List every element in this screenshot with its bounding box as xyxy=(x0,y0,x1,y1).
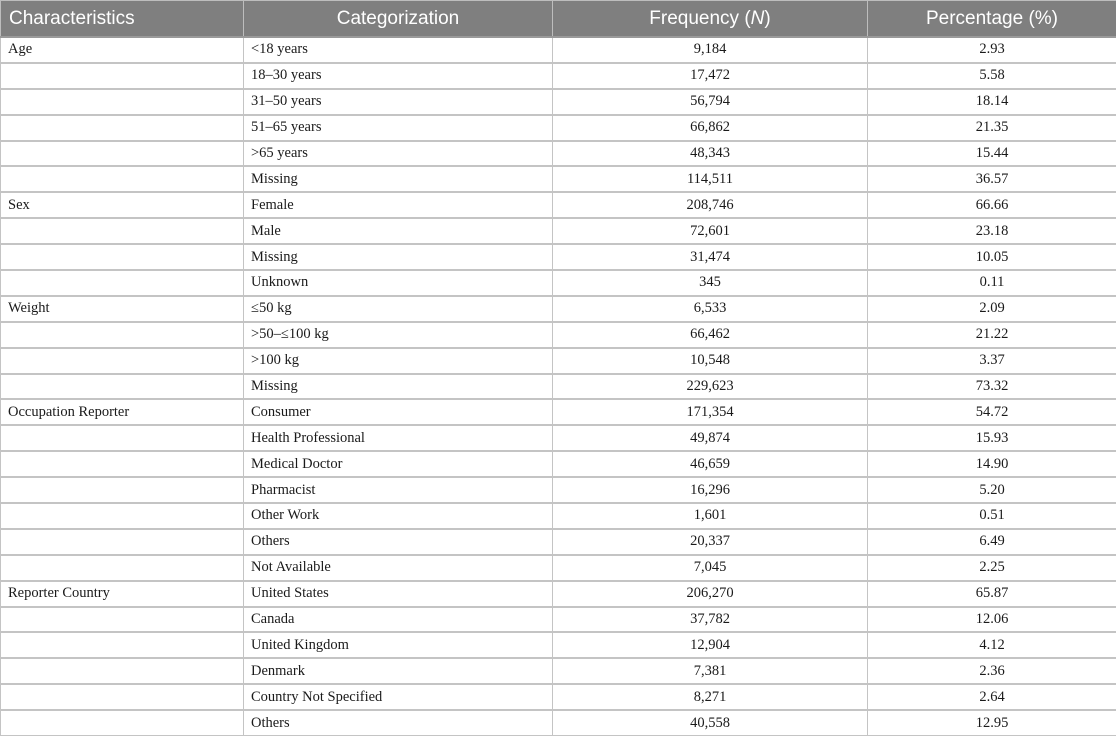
cell-characteristic xyxy=(1,115,244,141)
cell-frequency: 206,270 xyxy=(553,581,868,607)
table-row xyxy=(1,89,1116,115)
cell-frequency: 49,874 xyxy=(553,425,868,451)
table-row xyxy=(1,632,1116,658)
cell-percentage: 0.51 xyxy=(868,503,1116,529)
table-row xyxy=(1,710,1116,735)
cell-categorization: Others xyxy=(244,710,553,735)
cell-categorization: Medical Doctor xyxy=(244,451,553,477)
cell-percentage: 12.95 xyxy=(868,710,1116,735)
cell-percentage: 2.09 xyxy=(868,296,1116,322)
cell-percentage: 14.90 xyxy=(868,451,1116,477)
table-row xyxy=(1,374,1116,400)
cell-percentage: 10.05 xyxy=(868,244,1116,270)
cell-categorization: Pharmacist xyxy=(244,477,553,503)
cell-characteristic xyxy=(1,89,244,115)
cell-frequency: 72,601 xyxy=(553,218,868,244)
cell-frequency: 66,462 xyxy=(553,322,868,348)
header-categorization: Categorization xyxy=(244,1,553,38)
cell-frequency: 171,354 xyxy=(553,399,868,425)
cell-percentage: 15.44 xyxy=(868,141,1116,167)
table-row xyxy=(1,141,1116,167)
cell-characteristic xyxy=(1,141,244,167)
cell-percentage: 5.20 xyxy=(868,477,1116,503)
cell-characteristic xyxy=(1,218,244,244)
cell-percentage: 36.57 xyxy=(868,166,1116,192)
cell-frequency: 8,271 xyxy=(553,684,868,710)
cell-characteristic xyxy=(1,425,244,451)
cell-characteristic: Weight xyxy=(1,296,244,322)
cell-characteristic xyxy=(1,607,244,633)
cell-frequency: 9,184 xyxy=(553,37,868,63)
cell-characteristic xyxy=(1,529,244,555)
cell-categorization: >50–≤100 kg xyxy=(244,322,553,348)
table-row xyxy=(1,296,1116,322)
cell-categorization: Health Professional xyxy=(244,425,553,451)
cell-categorization: >65 years xyxy=(244,141,553,167)
cell-categorization: Country Not Specified xyxy=(244,684,553,710)
header-frequency-prefix: Frequency ( xyxy=(649,8,750,29)
cell-frequency: 46,659 xyxy=(553,451,868,477)
cell-categorization: >100 kg xyxy=(244,348,553,374)
header-percentage: Percentage (%) xyxy=(868,1,1116,38)
table-row xyxy=(1,244,1116,270)
header-frequency-var: N xyxy=(751,8,765,29)
header-frequency-suffix: ) xyxy=(764,8,770,29)
cell-percentage: 23.18 xyxy=(868,218,1116,244)
cell-characteristic xyxy=(1,555,244,581)
cell-categorization: Missing xyxy=(244,374,553,400)
table-row xyxy=(1,529,1116,555)
cell-characteristic xyxy=(1,632,244,658)
table-row xyxy=(1,399,1116,425)
table-row xyxy=(1,658,1116,684)
cell-categorization: United States xyxy=(244,581,553,607)
cell-frequency: 1,601 xyxy=(553,503,868,529)
cell-characteristic xyxy=(1,503,244,529)
cell-categorization: 18–30 years xyxy=(244,63,553,89)
cell-percentage: 6.49 xyxy=(868,529,1116,555)
cell-categorization: Canada xyxy=(244,607,553,633)
cell-characteristic xyxy=(1,374,244,400)
cell-characteristic xyxy=(1,710,244,735)
cell-categorization: <18 years xyxy=(244,37,553,63)
cell-frequency: 37,782 xyxy=(553,607,868,633)
table-row xyxy=(1,37,1116,63)
cell-percentage: 4.12 xyxy=(868,632,1116,658)
cell-frequency: 56,794 xyxy=(553,89,868,115)
cell-characteristic xyxy=(1,270,244,296)
cell-frequency: 40,558 xyxy=(553,710,868,735)
table-row xyxy=(1,218,1116,244)
cell-percentage: 15.93 xyxy=(868,425,1116,451)
cell-frequency: 31,474 xyxy=(553,244,868,270)
cell-percentage: 73.32 xyxy=(868,374,1116,400)
cell-frequency: 208,746 xyxy=(553,192,868,218)
cell-characteristic xyxy=(1,322,244,348)
cell-percentage: 21.22 xyxy=(868,322,1116,348)
cell-characteristic xyxy=(1,244,244,270)
cell-categorization: Others xyxy=(244,529,553,555)
table-row xyxy=(1,581,1116,607)
table-row xyxy=(1,684,1116,710)
table-row xyxy=(1,555,1116,581)
cell-categorization: Unknown xyxy=(244,270,553,296)
cell-categorization: Not Available xyxy=(244,555,553,581)
cell-categorization: Missing xyxy=(244,166,553,192)
cell-percentage: 12.06 xyxy=(868,607,1116,633)
table-row xyxy=(1,425,1116,451)
cell-frequency: 7,381 xyxy=(553,658,868,684)
cell-percentage: 5.58 xyxy=(868,63,1116,89)
cell-characteristic: Reporter Country xyxy=(1,581,244,607)
cell-frequency: 345 xyxy=(553,270,868,296)
header-row xyxy=(1,1,1116,38)
cell-percentage: 2.64 xyxy=(868,684,1116,710)
cell-characteristic: Occupation Reporter xyxy=(1,399,244,425)
cell-frequency: 48,343 xyxy=(553,141,868,167)
table-body xyxy=(1,37,1116,736)
table-row xyxy=(1,607,1116,633)
cell-percentage: 18.14 xyxy=(868,89,1116,115)
cell-percentage: 21.35 xyxy=(868,115,1116,141)
cell-categorization: Consumer xyxy=(244,399,553,425)
cell-categorization: Male xyxy=(244,218,553,244)
cell-frequency: 7,045 xyxy=(553,555,868,581)
table-row xyxy=(1,192,1116,218)
cell-categorization: Missing xyxy=(244,244,553,270)
table-row xyxy=(1,503,1116,529)
cell-frequency: 17,472 xyxy=(553,63,868,89)
cell-frequency: 6,533 xyxy=(553,296,868,322)
cell-characteristic: Age xyxy=(1,37,244,63)
cell-percentage: 2.36 xyxy=(868,658,1116,684)
cell-percentage: 66.66 xyxy=(868,192,1116,218)
cell-percentage: 3.37 xyxy=(868,348,1116,374)
cell-categorization: 31–50 years xyxy=(244,89,553,115)
cell-categorization: United Kingdom xyxy=(244,632,553,658)
table-row xyxy=(1,63,1116,89)
header-frequency xyxy=(553,1,868,38)
table-row xyxy=(1,348,1116,374)
table-row xyxy=(1,451,1116,477)
cell-percentage: 54.72 xyxy=(868,399,1116,425)
cell-frequency: 66,862 xyxy=(553,115,868,141)
cell-percentage: 65.87 xyxy=(868,581,1116,607)
cell-categorization: Female xyxy=(244,192,553,218)
cell-characteristic xyxy=(1,63,244,89)
table-header xyxy=(1,1,1116,38)
header-characteristics: Characteristics xyxy=(1,1,244,38)
cell-characteristic xyxy=(1,166,244,192)
cell-percentage: 2.93 xyxy=(868,37,1116,63)
cell-frequency: 114,511 xyxy=(553,166,868,192)
cell-characteristic xyxy=(1,658,244,684)
cell-categorization: 51–65 years xyxy=(244,115,553,141)
cell-categorization: Denmark xyxy=(244,658,553,684)
cell-frequency: 12,904 xyxy=(553,632,868,658)
table-row xyxy=(1,270,1116,296)
table-row xyxy=(1,477,1116,503)
cell-characteristic xyxy=(1,684,244,710)
table-row xyxy=(1,166,1116,192)
cell-percentage: 2.25 xyxy=(868,555,1116,581)
cell-categorization: Other Work xyxy=(244,503,553,529)
cell-frequency: 10,548 xyxy=(553,348,868,374)
cell-frequency: 20,337 xyxy=(553,529,868,555)
table-row xyxy=(1,115,1116,141)
cell-characteristic: Sex xyxy=(1,192,244,218)
cell-categorization: ≤50 kg xyxy=(244,296,553,322)
cell-percentage: 0.11 xyxy=(868,270,1116,296)
cell-characteristic xyxy=(1,348,244,374)
table-row xyxy=(1,322,1116,348)
cell-characteristic xyxy=(1,451,244,477)
cell-characteristic xyxy=(1,477,244,503)
cell-frequency: 229,623 xyxy=(553,374,868,400)
cell-frequency: 16,296 xyxy=(553,477,868,503)
